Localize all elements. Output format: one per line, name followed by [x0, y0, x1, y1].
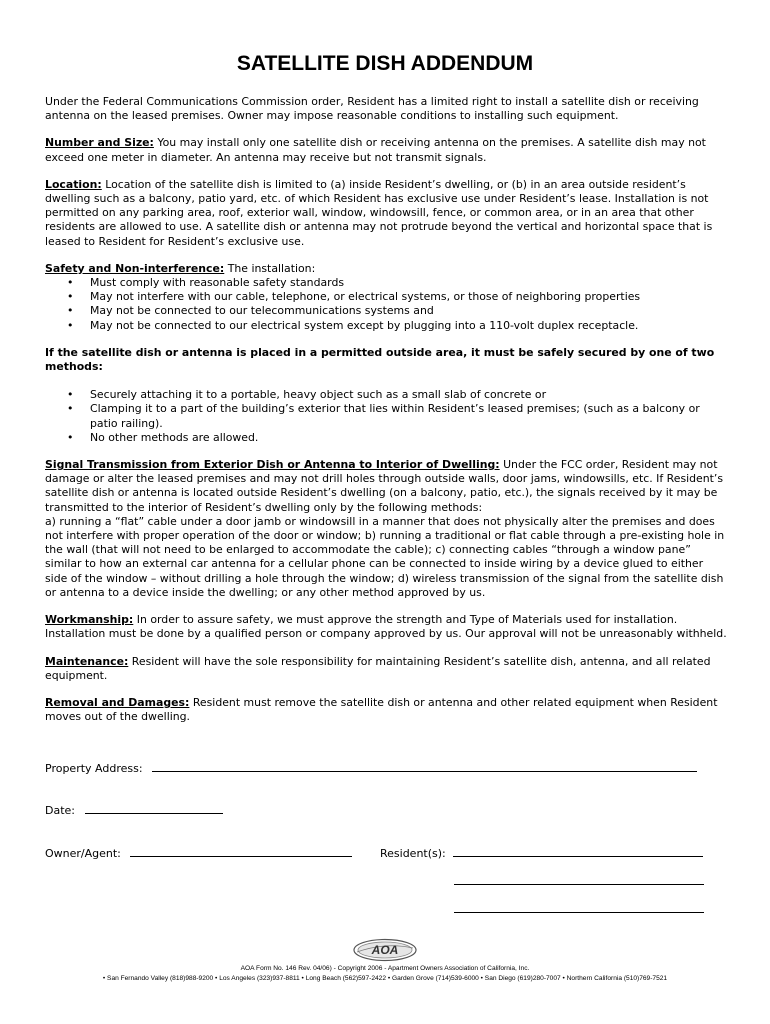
resident-label: Resident(s): [380, 847, 446, 860]
resident-row-3 [454, 901, 704, 917]
number-size-section [45, 136, 727, 164]
list-item: • May not be connected to our telecommunications systems and [90, 304, 727, 318]
list-item: • Clamping it to a part of the building’s exterior that lies within Resident’s leased premises; (such as a balcony or patio railing). [90, 402, 727, 430]
list-item: • Securely attaching it to a portable, heavy object such as a small slab of concrete or [90, 388, 727, 402]
maintenance-heading: Maintenance: [45, 654, 129, 668]
location-heading: Location: [45, 177, 102, 191]
location-section [45, 178, 727, 249]
safety-heading: Safety and Non-interference: [45, 261, 225, 275]
signal-methods: a) running a “flat” cable under a door jamb or windowsill in a manner that does not physically alter the premises and does not interfere with proper operation of the door or window; b) running a traditional or flat cable through a pre-existing hole in the wall (that will not need to be enlarged to accommodate the cable); c) connecting cables “through a window pane” similar to how an external car antenna for a cellular phone can be connected to inside wiring by a device glued to either side of the window – without drilling a hole through the window; d) wireless transmission of the signal from the satellite dish or antenna to a device inside the dwelling; or any other method approved by us. [45, 514, 725, 599]
resident-row-2 [454, 873, 704, 889]
footer-contacts: • San Fernando Valley (818)988-9200 • Los Angeles (323)937-8811 • Long Beach (562)597-2422 • Garden Grove (714)539-6000 • San Diego (619)280-7007 • Northern California (510)769-7521 [102, 975, 668, 982]
list-item: • No other methods are allowed. [90, 431, 727, 445]
list-item: • May not be connected to our electrical system except by plugging into a 110-volt duplex receptacle. [90, 319, 727, 333]
list-item: • May not interfere with our cable, telephone, or electrical systems, or those of neighboring properties [90, 290, 727, 304]
safety-list [45, 276, 727, 333]
workmanship-section [45, 613, 727, 641]
maintenance-section [45, 655, 727, 683]
intro-paragraph: Under the Federal Communications Commission order, Resident has a limited right to install a satellite dish or receiving antenna on the leased premises. Owner may impose reasonable conditions to installing such equipment. [45, 95, 699, 123]
secure-heading: If the satellite dish or antenna is placed in a permitted outside area, it must be safely secured by one of two methods: [45, 345, 715, 374]
number-size-text: You may install only one satellite dish or receiving antenna on the premises. A satellite dish may not exceed one meter in diameter. An antenna may receive but not transmit signals. [45, 136, 706, 164]
signal-section [45, 458, 727, 515]
date-field[interactable] [85, 802, 223, 814]
property-address-label: Property Address: [45, 762, 143, 775]
owner-agent-row [45, 845, 352, 861]
date-label: Date: [45, 804, 75, 817]
maintenance-text: Resident will have the sole responsibility for maintaining Resident’s satellite dish, antenna, and all related equipment. [45, 654, 711, 682]
resident-signature-field-2[interactable] [454, 873, 704, 885]
footer [0, 938, 770, 984]
document-title: SATELLITE DISH ADDENDUM [236, 52, 534, 75]
secure-list [45, 388, 727, 445]
removal-section [45, 696, 727, 724]
footer-copyright: AOA Form No. 146 Rev. 04/06) - Copyright 2006 - Apartment Owners Association of California, Inc. [240, 965, 530, 972]
resident-signature-field-3[interactable] [454, 901, 704, 913]
property-address-row [45, 760, 697, 776]
safety-section [45, 262, 727, 276]
number-size-heading: Number and Size: [45, 136, 154, 150]
aoa-logo [352, 938, 418, 962]
list-item: • Must comply with reasonable safety standards [90, 276, 727, 290]
workmanship-text: In order to assure safety, we must approve the strength and Type of Materials used for installation. Installation must be done by a qualified person or company approved by us. Our approval will not be unreasonably withheld. [45, 613, 727, 641]
location-text: Location of the satellite dish is limited to (a) inside Resident’s dwelling, or (b) in an area outside resident’s dwelling such as a balcony, patio yard, etc. of which Resident has exclusive use under Resident’s lease. Installation is not permitted on any parking area, roof, exterior wall, window, windowsill, fence, or common area, or in an area that other residents are allowed to use. A satellite dish or antenna may not protrude beyond the vertical and horizontal space that is leased to Resident for Resident’s exclusive use. [45, 177, 713, 248]
document-body [45, 95, 727, 737]
property-address-field[interactable] [152, 760, 697, 772]
signal-heading: Signal Transmission from Exterior Dish or Antenna to Interior of Dwelling: [45, 458, 500, 472]
signal-text: Under the FCC order, Resident may not damage or alter the leased premises and may not drill holes through outside walls, door jams, windowsills, etc. If Resident’s satellite dish or antenna is located outside Resident’s dwelling (on a balcony, patio, etc.), the signals received by it may be transmitted to the interior of Resident’s dwelling only by the following methods: [45, 458, 724, 514]
aoa-logo-text: AOA [371, 943, 399, 957]
date-row [45, 802, 223, 818]
owner-agent-label: Owner/Agent: [45, 847, 121, 860]
resident-row [380, 845, 703, 861]
safety-text: The installation: [224, 261, 316, 275]
resident-signature-field-1[interactable] [453, 845, 703, 857]
removal-text: Resident must remove the satellite dish or antenna and other related equipment when Resident moves out of the dwelling. [45, 695, 718, 724]
owner-agent-signature-field[interactable] [130, 845, 352, 857]
removal-heading: Removal and Damages: [45, 695, 190, 709]
workmanship-heading: Workmanship: [45, 613, 134, 627]
